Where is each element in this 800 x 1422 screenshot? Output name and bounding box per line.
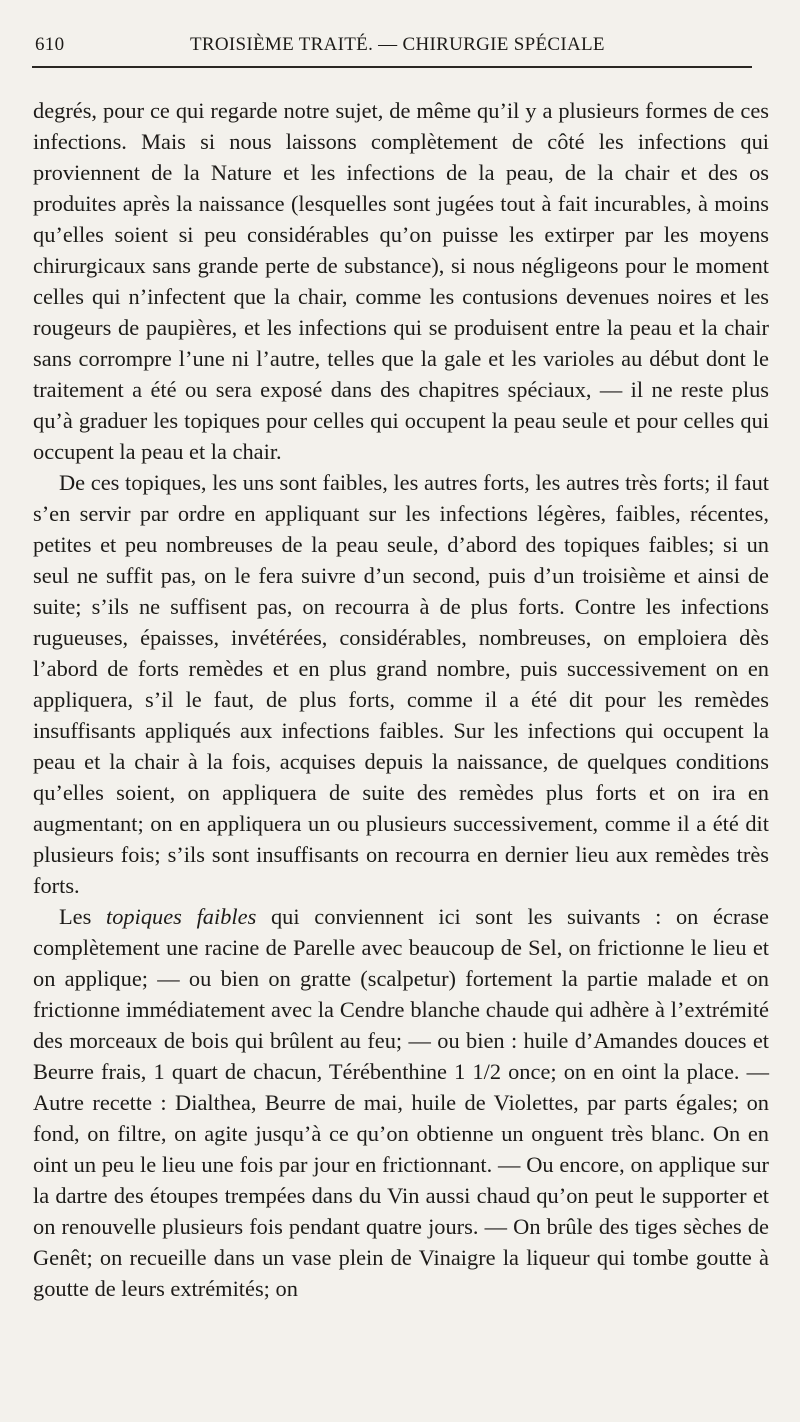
paragraph-1: degrés, pour ce qui regarde notre sujet, de même qu’il y a plusieurs formes de ces infections. Mais si nous laissons complètement de côté les infections qui proviennent de la Nature et les infections de la peau, de la chair et des os produites après la naissance (lesquelles sont jugées tout à fait incurables, à moins qu’elles soient si peu considérables qu’on puisse les extirper par les moyens chirurgicaux sans grande perte de substance), si nous négligeons pour le moment celles qui n’infectent que la chair, comme les contusions devenues noires et les rougeurs de paupières, et les infections qui se produisent entre la peau et la chair sans corrompre l’une ni l’autre, telles que la gale et les varioles au début dont le traitement a été ou sera exposé dans des chapitres spéciaux, — il ne reste plus qu’à graduer les topiques pour celles qui occupent la peau seule et pour celles qui occupent la peau et la chair. — [33, 98, 769, 464]
page-number: 610 — [35, 34, 65, 55]
body-text — [33, 95, 769, 1304]
paragraph-2: De ces topiques, les uns sont faibles, les autres forts, les autres très forts; il faut s’en servir par ordre en appliquant sur les infections légères, faibles, récentes, petites et peu nombreuses de la peau seule, d’abord des topiques faibles; si un seul ne suffit pas, on le fera suivre d’un second, puis d’un troisième et ainsi de suite; s’ils ne suffisent pas, on recourra à de plus forts. Contre les infections rugueuses, épaisses, invétérées, considérables, nombreuses, on emploiera dès l’abord de forts remèdes et en plus grand nombre, puis successivement on en appliquera, s’il le faut, de plus forts, comme il a été dit pour les remèdes insuffisants appliqués aux infections faibles. Sur les infections qui occupent la peau et la chair à la fois, acquises depuis la naissance, de quelques conditions qu’elles soient, on appliquera de suite des remèdes plus forts et on ira en augmentant; on en appliquera un ou plusieurs successivement, comme il a été dit plusieurs fois; s’ils sont insuffisants on recourra en dernier lieu aux remèdes très forts. — [33, 470, 769, 898]
paragraph-3 — [33, 901, 769, 1304]
topiques-faibles-emphasis: topiques faibles — [106, 904, 257, 929]
page-header — [30, 30, 770, 60]
running-title: TROISIÈME TRAITÉ. — CHIRURGIE SPÉCIALE — [190, 34, 605, 55]
paragraph-3-text: qui conviennent ici sont les suivants : on écrase complètement une racine de Parelle avec beaucoup de Sel, on frictionne le lieu et on applique; — ou bien on gratte (scalpetur) fortement la partie malade et on frictionne immédiatement avec la Cendre blanche chaude qui adhère à l’extrémité des morceaux de bois qui brûlent au feu; — ou bien : huile d’Amandes douces et Beurre frais, 1 quart de chacun, Térébenthine 1 1/2 once; on en oint la place. — Autre recette : Dialthea, Beurre de mai, huile de Violettes, par parts égales; on fond, on filtre, on agite jusqu’à ce qu’on obtienne un onguent très blanc. On en oint un peu le lieu une fois par jour en frictionnant. — Ou encore, on applique sur la dartre des étoupes trempées dans du Vin aussi chaud qu’on peut le supporter et on renouvelle plusieurs fois pendant quatre jours. — On brûle des tiges sèches de Genêt; on recueille dans un vase plein de Vinaigre la liqueur qui tombe goutte à goutte de leurs extrémités; on — [33, 904, 769, 1301]
header-rule — [32, 66, 752, 68]
paragraph-3-lead: Les — [59, 904, 107, 929]
